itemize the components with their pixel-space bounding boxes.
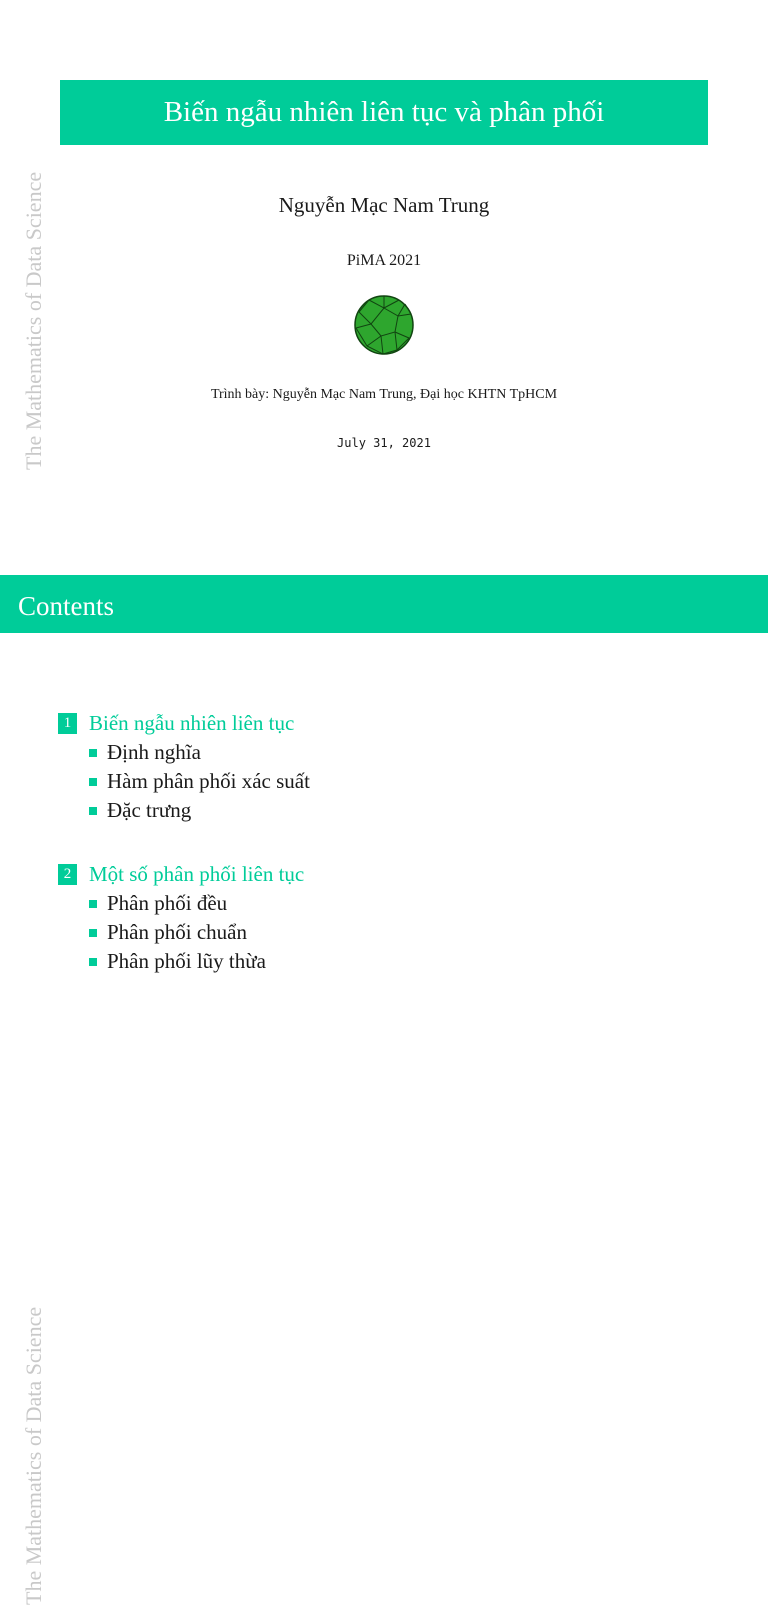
square-bullet-icon	[89, 749, 97, 757]
square-bullet-icon	[89, 807, 97, 815]
toc-section	[58, 708, 310, 825]
presentation-date: July 31, 2021	[337, 436, 431, 450]
presentation-title: Biến ngẫu nhiên liên tục và phân phối	[60, 80, 708, 145]
toc-subsection-item[interactable]	[58, 918, 310, 947]
toc-subsection-item[interactable]	[58, 796, 310, 825]
square-bullet-icon	[89, 778, 97, 786]
side-watermark-text: The Mathematics of Data Science	[21, 1306, 46, 1605]
side-watermark-text: The Mathematics of Data Science	[21, 171, 46, 470]
green-polyhedron-icon	[353, 294, 415, 356]
subsection-title: Phân phối chuẩn	[107, 920, 247, 944]
toc-subsection-item[interactable]	[58, 767, 310, 796]
institute-name: PiMA 2021	[346, 252, 422, 269]
toc-section	[58, 859, 310, 976]
frame-title: Contents	[0, 575, 768, 633]
toc-subsection-item[interactable]	[58, 738, 310, 767]
square-bullet-icon	[89, 900, 97, 908]
toc-subsection-item[interactable]	[58, 889, 310, 918]
toc-section-heading[interactable]	[58, 708, 310, 738]
subsection-title: Đặc trưng	[107, 798, 192, 822]
contents-slide	[0, 575, 768, 1605]
square-bullet-icon	[89, 958, 97, 966]
subsection-title: Phân phối đều	[107, 891, 228, 915]
square-bullet-icon	[89, 929, 97, 937]
presenter-line: Trình bày: Nguyễn Mạc Nam Trung, Đại học KHTN TpHCM	[210, 387, 558, 402]
author-name: Nguyễn Mạc Nam Trung	[278, 193, 490, 217]
section-title: Một số phân phối liên tục	[89, 861, 305, 886]
subsection-title: Hàm phân phối xác suất	[107, 769, 310, 793]
table-of-contents	[58, 708, 310, 1010]
subsection-title: Phân phối lũy thừa	[107, 949, 266, 973]
section-number-badge: 2	[58, 864, 77, 885]
section-title: Biến ngẫu nhiên liên tục	[89, 710, 295, 735]
section-number-badge: 1	[58, 713, 77, 734]
toc-section-heading[interactable]	[58, 859, 310, 889]
toc-subsection-item[interactable]	[58, 947, 310, 976]
subsection-title: Định nghĩa	[107, 740, 201, 764]
title-slide	[0, 0, 768, 560]
